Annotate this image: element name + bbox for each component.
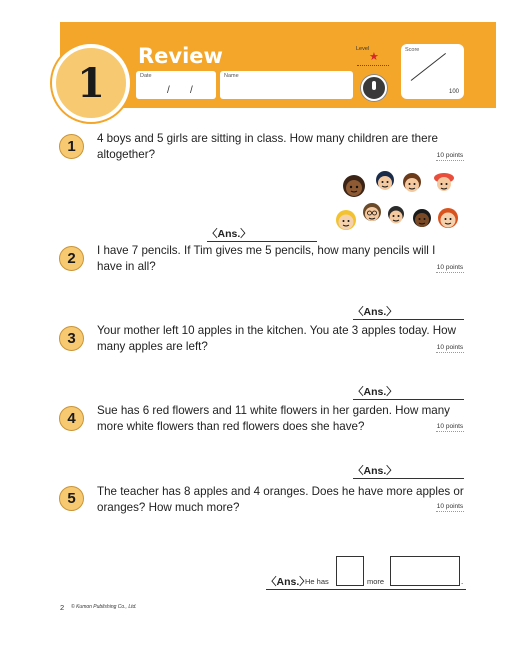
score-divider xyxy=(411,53,446,81)
child-face xyxy=(434,173,454,191)
points-3: 10 points xyxy=(436,344,464,351)
answer-label: 〈Ans.〉 xyxy=(353,386,397,398)
answer-label: 〈Ans.〉 xyxy=(353,306,397,318)
question-text-2: I have 7 pencils. If Tim gives me 5 pencils, how many pencils will I have in all? xyxy=(97,244,436,273)
question-text-3: Your mother left 10 apples in the kitchen. You ate 3 apples today. How many apples are left? xyxy=(97,324,457,353)
points-1: 10 points xyxy=(436,152,464,159)
date-label: Date xyxy=(140,73,152,79)
question-number-1: 1 xyxy=(59,134,84,159)
question-number-5: 5 xyxy=(59,486,84,511)
level-label: Level xyxy=(356,46,370,52)
answer-label: 〈Ans.〉 xyxy=(266,576,310,588)
question-text-1: 4 boys and 5 girls are sitting in class. How many children are there altogether? xyxy=(97,132,438,161)
child-face xyxy=(363,203,381,221)
child-face xyxy=(413,209,431,227)
answer-label: 〈Ans.〉 xyxy=(207,228,251,240)
level-star-icon: ★ xyxy=(369,51,379,63)
child-face xyxy=(438,208,458,228)
points-4: 10 points xyxy=(436,423,464,430)
level-dial-icon xyxy=(361,75,387,101)
score-field[interactable] xyxy=(401,44,464,99)
page-title: Review xyxy=(138,44,223,68)
name-field[interactable] xyxy=(220,71,353,99)
question-number-2: 2 xyxy=(59,246,84,271)
he-has-text: He has xyxy=(305,577,329,586)
more-text: more xyxy=(367,577,385,586)
question-number-4: 4 xyxy=(59,406,84,431)
answer-box-number[interactable] xyxy=(336,556,364,586)
score-max: 100 xyxy=(448,89,459,95)
answer-line-1[interactable] xyxy=(207,226,317,242)
date-field[interactable] xyxy=(136,71,216,99)
points-5: 10 points xyxy=(436,503,464,510)
child-face xyxy=(336,210,356,230)
answer-line-3[interactable] xyxy=(353,384,464,400)
sentence-end: . xyxy=(461,577,464,586)
child-face xyxy=(403,173,421,192)
score-label: Score xyxy=(405,47,420,53)
name-label: Name xyxy=(224,73,239,79)
answer-line-2[interactable] xyxy=(353,304,464,320)
unit-number: 1 xyxy=(77,59,105,107)
answer-line-4[interactable] xyxy=(353,463,464,479)
date-slash: / xyxy=(167,85,170,96)
level-dots xyxy=(357,65,389,66)
question-number-3: 3 xyxy=(59,326,84,351)
unit-number-badge xyxy=(52,44,130,122)
date-slash: / xyxy=(190,85,193,96)
children-illustration xyxy=(332,168,464,240)
child-face xyxy=(343,175,365,197)
points-2: 10 points xyxy=(436,264,464,271)
copyright: © Kumon Publishing Co., Ltd. xyxy=(71,604,137,610)
child-face xyxy=(388,206,404,224)
page-number: 2 xyxy=(60,603,65,612)
answer-box-fruit[interactable] xyxy=(390,556,460,586)
question-text-4: Sue has 6 red flowers and 11 white flowers in her garden. How many more white flowers than red flowers does she have? xyxy=(97,404,450,433)
question-text-5: The teacher has 8 apples and 4 oranges. Does he have more apples or oranges? How much more? xyxy=(97,485,464,514)
answer-label: 〈Ans.〉 xyxy=(353,465,397,477)
child-face xyxy=(376,171,394,190)
